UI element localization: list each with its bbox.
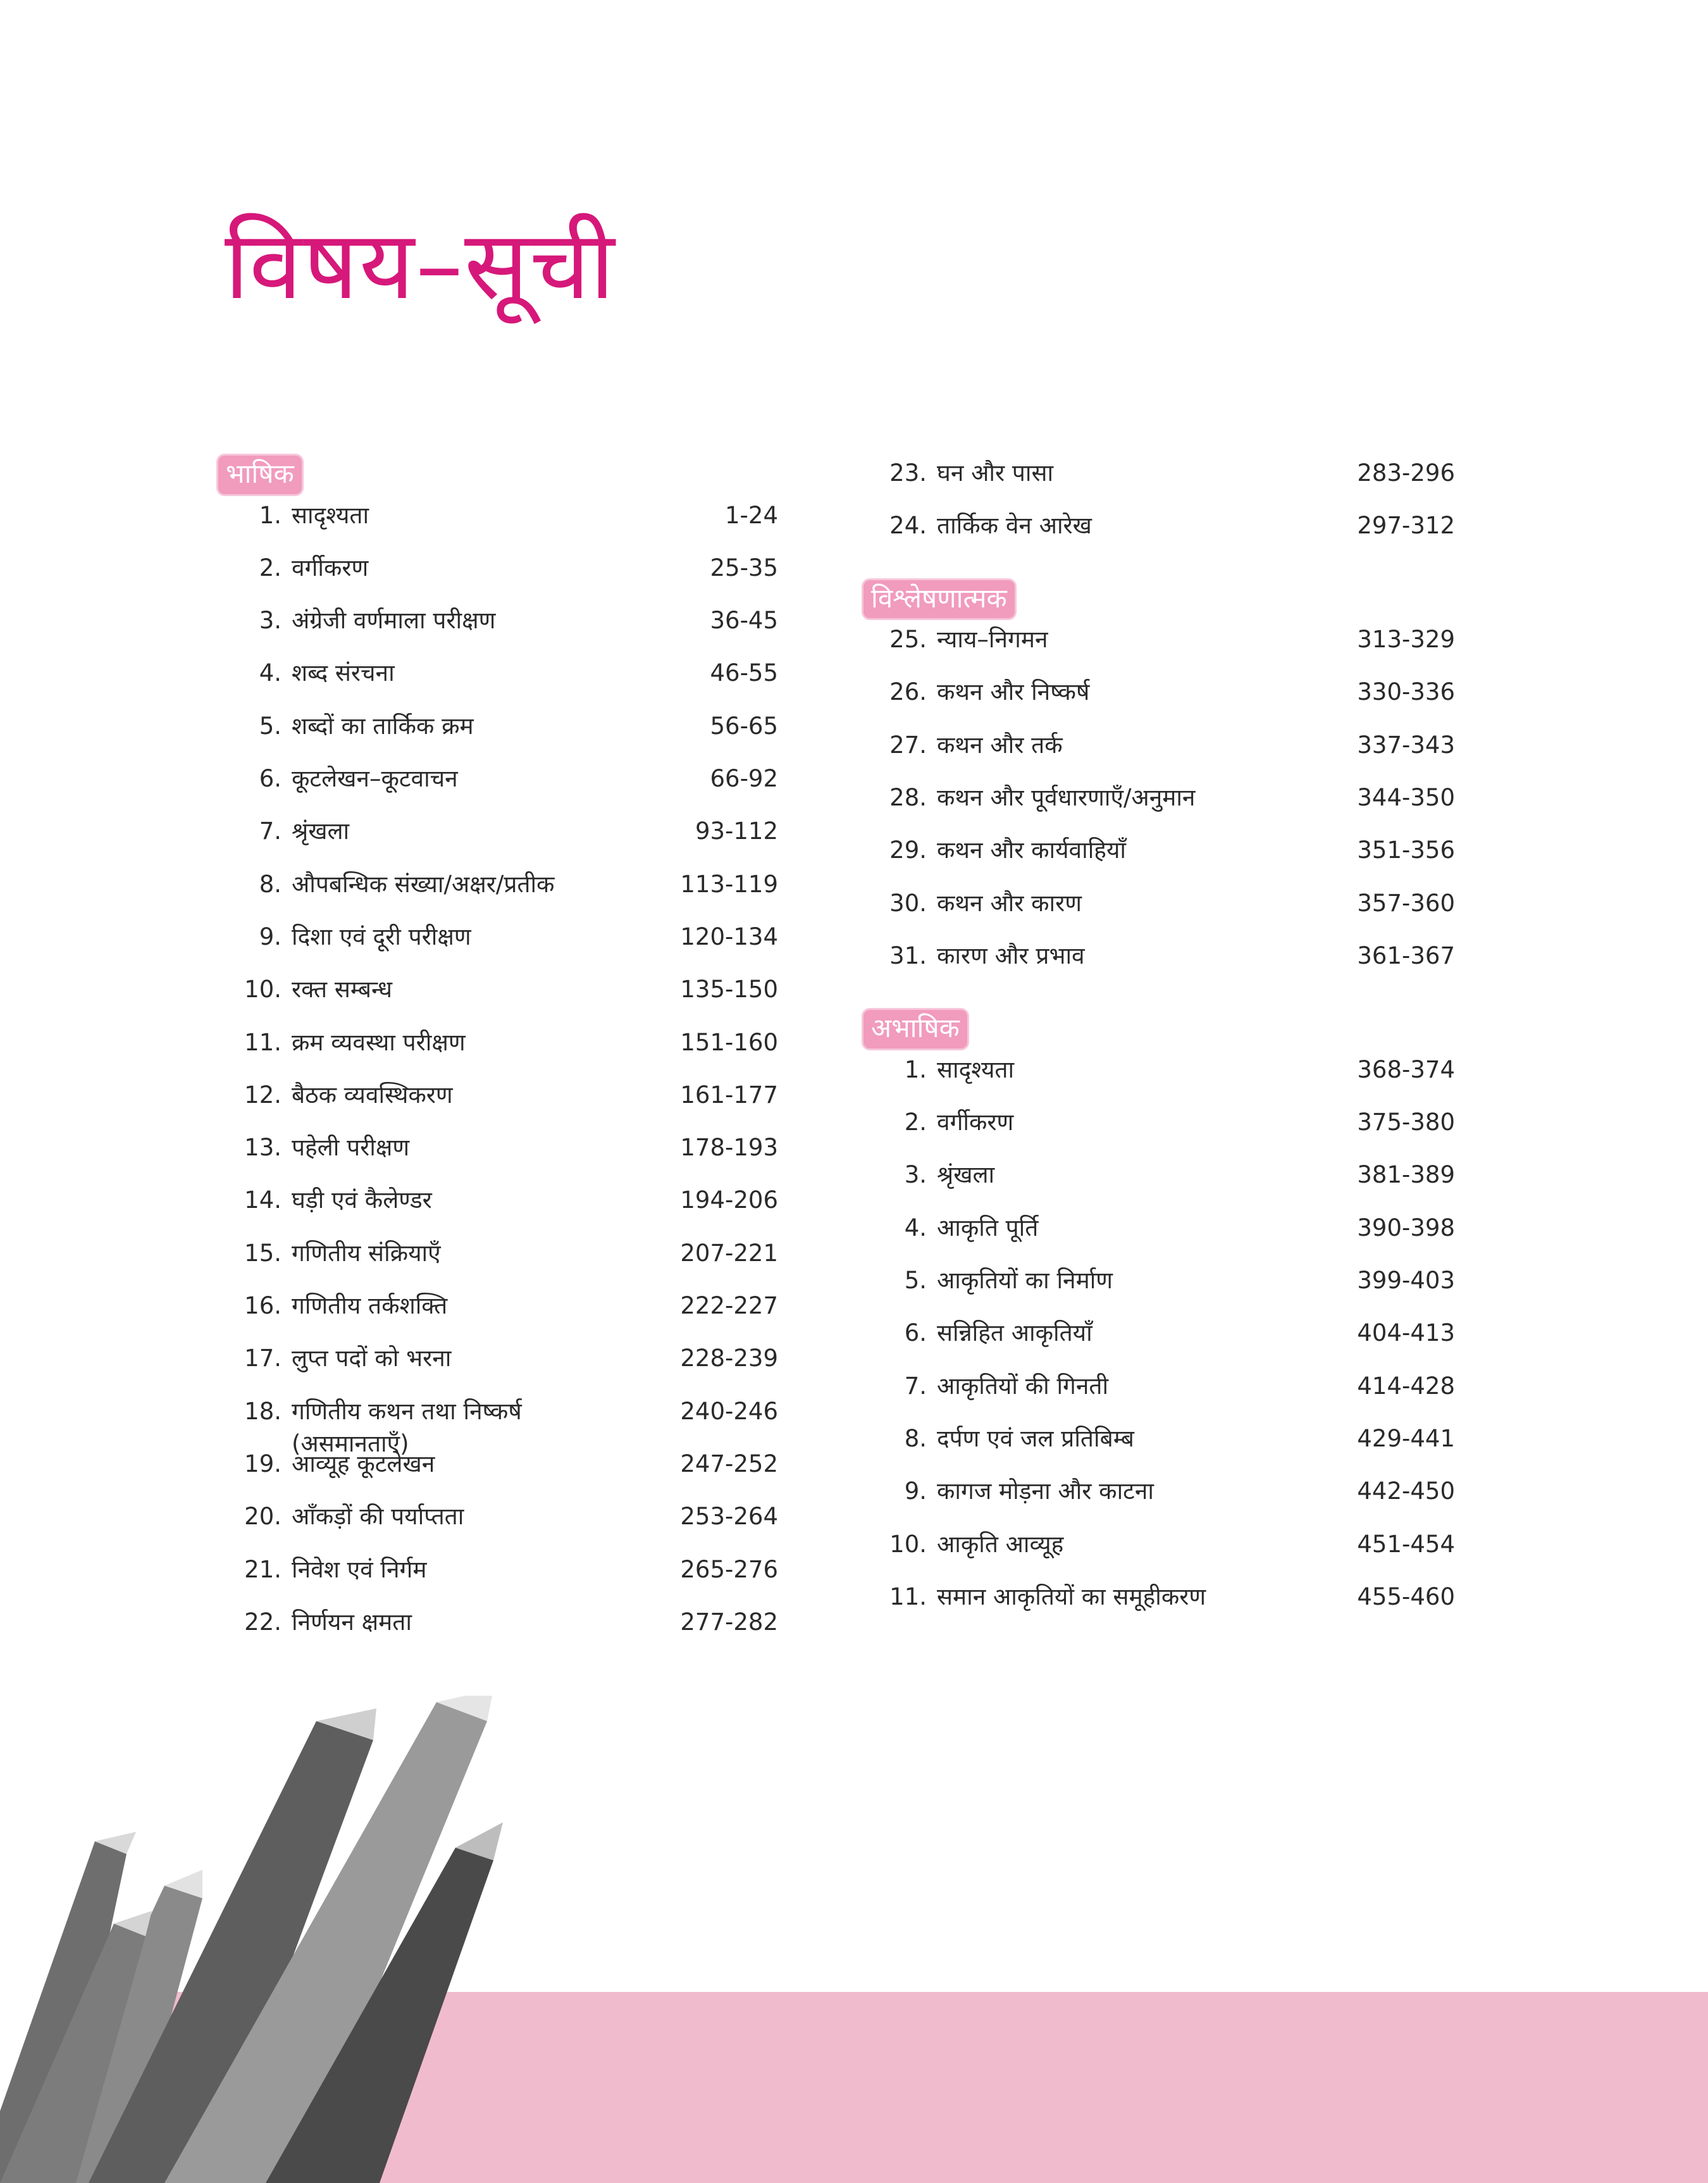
- entry-title: कारण और प्रभाव: [937, 942, 1085, 969]
- entry-title: पहेली परीक्षण: [292, 1134, 410, 1162]
- entry-pages: 429-441: [1357, 1424, 1455, 1452]
- entry-pages: 247-252: [680, 1450, 778, 1477]
- entry-title: गणितीय संक्रियाएँ: [292, 1239, 441, 1267]
- toc-entry: [863, 1527, 1464, 1579]
- entry-number: 17.: [244, 1345, 282, 1372]
- entry-number: 1.: [904, 1055, 927, 1083]
- toc-entry: [218, 656, 819, 708]
- entry-number: 12.: [244, 1081, 282, 1109]
- entry-title: दिशा एवं दूरी परीक्षण: [292, 923, 471, 950]
- entry-title: घन और पासा: [937, 459, 1054, 487]
- toc-entry: [863, 1052, 1464, 1105]
- entry-number: 14.: [244, 1186, 282, 1214]
- toc-entry: [218, 1288, 819, 1341]
- entry-pages: 414-428: [1357, 1372, 1455, 1400]
- entry-pages: 222-227: [680, 1292, 778, 1320]
- entry-pages: 330-336: [1357, 678, 1455, 706]
- entry-title: बैठक व्यवस्थिकरण: [292, 1081, 453, 1109]
- entry-title: कथन और तर्क: [937, 731, 1063, 759]
- entry-number: 19.: [244, 1450, 282, 1477]
- entry-title: वर्गीकरण: [292, 554, 369, 582]
- entry-number: 6.: [259, 765, 282, 793]
- toc-left-column: [218, 456, 819, 1657]
- entry-title: श्रृंखला: [292, 818, 350, 845]
- entry-number: 2.: [259, 554, 282, 582]
- entry-title: वर्गीकरण: [937, 1109, 1014, 1136]
- toc-entry: [863, 886, 1464, 938]
- entry-pages: 297-312: [1357, 512, 1455, 540]
- toc-entry: [218, 919, 819, 972]
- toc-entry: [863, 1474, 1464, 1526]
- entry-pages: 442-450: [1357, 1477, 1455, 1505]
- entry-pages: 265-276: [680, 1555, 778, 1583]
- toc-list-bhashik-continued: [863, 456, 1464, 561]
- entry-number: 15.: [244, 1239, 282, 1267]
- toc-entry: [863, 1421, 1464, 1474]
- entry-title: गणितीय कथन तथा निष्कर्ष (असमानताएँ): [292, 1397, 522, 1457]
- entry-title: सादृश्यता: [292, 501, 369, 529]
- entry-pages: 25-35: [710, 554, 778, 582]
- toc-list-bhashik: [218, 498, 819, 1658]
- entry-pages: 375-380: [1357, 1109, 1455, 1136]
- entry-title: आकृति आव्यूह: [937, 1530, 1064, 1558]
- entry-number: 3.: [904, 1161, 927, 1189]
- toc-list-vishleshanatmak: [863, 622, 1464, 991]
- entry-pages: 151-160: [680, 1028, 778, 1056]
- entry-pages: 344-350: [1357, 784, 1455, 812]
- toc-entry: [218, 498, 819, 550]
- entry-number: 25.: [889, 626, 927, 654]
- entry-pages: 46-55: [710, 659, 778, 687]
- entry-title: कथन और कारण: [937, 889, 1082, 917]
- entry-number: 20.: [244, 1503, 282, 1531]
- section-tag-vishleshanatmak: विश्लेषणात्मक: [863, 580, 1015, 619]
- toc-list-abhashik: [863, 1052, 1464, 1632]
- entry-number: 28.: [889, 784, 927, 812]
- toc-entry: [863, 1157, 1464, 1210]
- entry-title: सन्निहित आकृतियाँ: [937, 1319, 1092, 1347]
- entry-title: क्रम व्यवस्था परीक्षण: [292, 1028, 466, 1056]
- entry-pages: 253-264: [680, 1503, 778, 1531]
- entry-pages: 404-413: [1357, 1319, 1455, 1347]
- toc-entry: [218, 603, 819, 656]
- entry-pages: 161-177: [680, 1081, 778, 1109]
- entry-number: 4.: [259, 659, 282, 687]
- entry-title: कथन और कार्यवाहियाँ: [937, 837, 1126, 864]
- entry-number: 9.: [904, 1477, 927, 1505]
- toc-entry: [863, 456, 1464, 508]
- entry-number: 22.: [244, 1608, 282, 1636]
- entry-pages: 240-246: [680, 1397, 778, 1425]
- section-tag-abhashik: अभाषिक: [863, 1010, 967, 1048]
- toc-entry: [218, 1078, 819, 1130]
- entry-number: 27.: [889, 731, 927, 759]
- entry-title: शब्द संरचना: [292, 659, 395, 687]
- entry-number: 5.: [904, 1267, 927, 1295]
- entry-pages: 283-296: [1357, 459, 1455, 487]
- toc-entry: [863, 1369, 1464, 1421]
- entry-number: 18.: [244, 1397, 282, 1425]
- page-title: विषय–सूची: [225, 211, 616, 321]
- entry-title: आकृति पूर्ति: [937, 1214, 1039, 1241]
- entry-pages: 1-24: [725, 501, 778, 529]
- toc-right-column: [863, 456, 1464, 1632]
- entry-number: 4.: [904, 1214, 927, 1241]
- toc-entry: [863, 728, 1464, 780]
- entry-title: आकृतियों की गिनती: [937, 1372, 1109, 1400]
- entry-pages: 194-206: [680, 1186, 778, 1214]
- entry-number: 5.: [259, 712, 282, 740]
- entry-title: गणितीय तर्कशक्ति: [292, 1292, 448, 1320]
- entry-number: 26.: [889, 678, 927, 706]
- entry-title: दर्पण एवं जल प्रतिबिम्ब: [937, 1424, 1134, 1452]
- toc-entry: [218, 1552, 819, 1605]
- entry-number: 7.: [259, 818, 282, 845]
- entry-pages: 399-403: [1357, 1267, 1455, 1295]
- entry-pages: 66-92: [710, 765, 778, 793]
- entry-pages: 381-389: [1357, 1161, 1455, 1189]
- entry-number: 16.: [244, 1292, 282, 1320]
- entry-title: कथन और पूर्वधारणाएँ/अनुमान: [937, 784, 1196, 812]
- entry-pages: 390-398: [1357, 1214, 1455, 1241]
- entry-pages: 178-193: [680, 1134, 778, 1162]
- entry-title: रक्त सम्बन्ध: [292, 976, 392, 1004]
- toc-entry: [218, 1025, 819, 1078]
- entry-pages: 93-112: [695, 818, 778, 845]
- toc-entry: [218, 867, 819, 919]
- entry-title: अंग्रेजी वर्णमाला परीक्षण: [292, 607, 496, 635]
- entry-title: कूटलेखन–कूटवाचन: [292, 765, 458, 793]
- toc-entry: [218, 1605, 819, 1657]
- entry-title: घड़ी एवं कैलेण्डर: [292, 1186, 432, 1214]
- entry-number: 10.: [244, 976, 282, 1004]
- entry-pages: 120-134: [680, 923, 778, 950]
- toc-entry: [863, 1579, 1464, 1632]
- entry-title: आव्यूह कूटलेखन: [292, 1450, 435, 1477]
- entry-title: निर्णयन क्षमता: [292, 1608, 412, 1636]
- toc-entry: [863, 622, 1464, 675]
- toc-entry: [863, 675, 1464, 727]
- entry-title: न्याय–निगमन: [937, 626, 1048, 654]
- entry-number: 7.: [904, 1372, 927, 1400]
- toc-entry: [218, 1499, 819, 1552]
- entry-title: निवेश एवं निर्गम: [292, 1555, 427, 1583]
- section-tag-bhashik: भाषिक: [218, 456, 302, 494]
- toc-entry: [218, 1236, 819, 1288]
- toc-entry: [218, 1183, 819, 1235]
- entry-number: 6.: [904, 1319, 927, 1347]
- toc-entry: [218, 972, 819, 1024]
- entry-pages: 361-367: [1357, 942, 1455, 969]
- toc-entry: [218, 709, 819, 761]
- entry-number: 21.: [244, 1555, 282, 1583]
- toc-entry: [218, 814, 819, 866]
- toc-entry: [218, 1446, 819, 1499]
- toc-entry: [218, 1341, 819, 1393]
- entry-title: तार्किक वेन आरेख: [937, 512, 1092, 540]
- entry-number: 23.: [889, 459, 927, 487]
- entry-pages: 368-374: [1357, 1055, 1455, 1083]
- entry-number: 9.: [259, 923, 282, 950]
- entry-title: आँकड़ों की पर्याप्तता: [292, 1503, 464, 1531]
- entry-title: औपबन्धिक संख्या/अक्षर/प्रतीक: [292, 870, 555, 898]
- toc-entry: [863, 1263, 1464, 1315]
- entry-title: श्रृंखला: [937, 1161, 995, 1189]
- entry-number: 30.: [889, 889, 927, 917]
- entry-pages: 451-454: [1357, 1530, 1455, 1558]
- entry-number: 1.: [259, 501, 282, 529]
- entry-pages: 135-150: [680, 976, 778, 1004]
- toc-entry: [218, 761, 819, 814]
- entry-pages: 351-356: [1357, 837, 1455, 864]
- entry-number: 11.: [244, 1028, 282, 1056]
- toc-entry: [863, 1105, 1464, 1157]
- entry-pages: 277-282: [680, 1608, 778, 1636]
- toc-entry: [218, 1130, 819, 1183]
- entry-number: 10.: [889, 1530, 927, 1558]
- entry-title: समान आकृतियों का समूहीकरण: [937, 1583, 1206, 1610]
- entry-pages: 228-239: [680, 1345, 778, 1372]
- entry-number: 8.: [259, 870, 282, 898]
- pencils-illustration: [0, 1696, 519, 2183]
- toc-entry: [218, 1394, 819, 1457]
- toc-entry: [863, 938, 1464, 991]
- entry-pages: 313-329: [1357, 626, 1455, 654]
- entry-number: 31.: [889, 942, 927, 969]
- entry-pages: 357-360: [1357, 889, 1455, 917]
- entry-title: सादृश्यता: [937, 1055, 1015, 1083]
- entry-number: 24.: [889, 512, 927, 540]
- entry-number: 11.: [889, 1583, 927, 1610]
- toc-entry: [863, 508, 1464, 561]
- entry-title: शब्दों का तार्किक क्रम: [292, 712, 474, 740]
- entry-title: कथन और निष्कर्ष: [937, 678, 1090, 706]
- entry-number: 13.: [244, 1134, 282, 1162]
- entry-title: कागज मोड़ना और काटना: [937, 1477, 1154, 1505]
- toc-entry: [863, 780, 1464, 833]
- entry-number: 29.: [889, 837, 927, 864]
- entry-pages: 36-45: [710, 607, 778, 635]
- toc-entry: [863, 1210, 1464, 1263]
- entry-pages: 207-221: [680, 1239, 778, 1267]
- toc-entry: [218, 550, 819, 603]
- toc-entry: [863, 833, 1464, 885]
- entry-pages: 56-65: [710, 712, 778, 740]
- entry-number: 8.: [904, 1424, 927, 1452]
- entry-number: 2.: [904, 1109, 927, 1136]
- entry-title: आकृतियों का निर्माण: [937, 1267, 1113, 1295]
- entry-pages: 455-460: [1357, 1583, 1455, 1610]
- entry-pages: 113-119: [680, 870, 778, 898]
- toc-entry: [863, 1315, 1464, 1368]
- entry-title: लुप्त पदों को भरना: [292, 1345, 452, 1372]
- entry-pages: 337-343: [1357, 731, 1455, 759]
- entry-number: 3.: [259, 607, 282, 635]
